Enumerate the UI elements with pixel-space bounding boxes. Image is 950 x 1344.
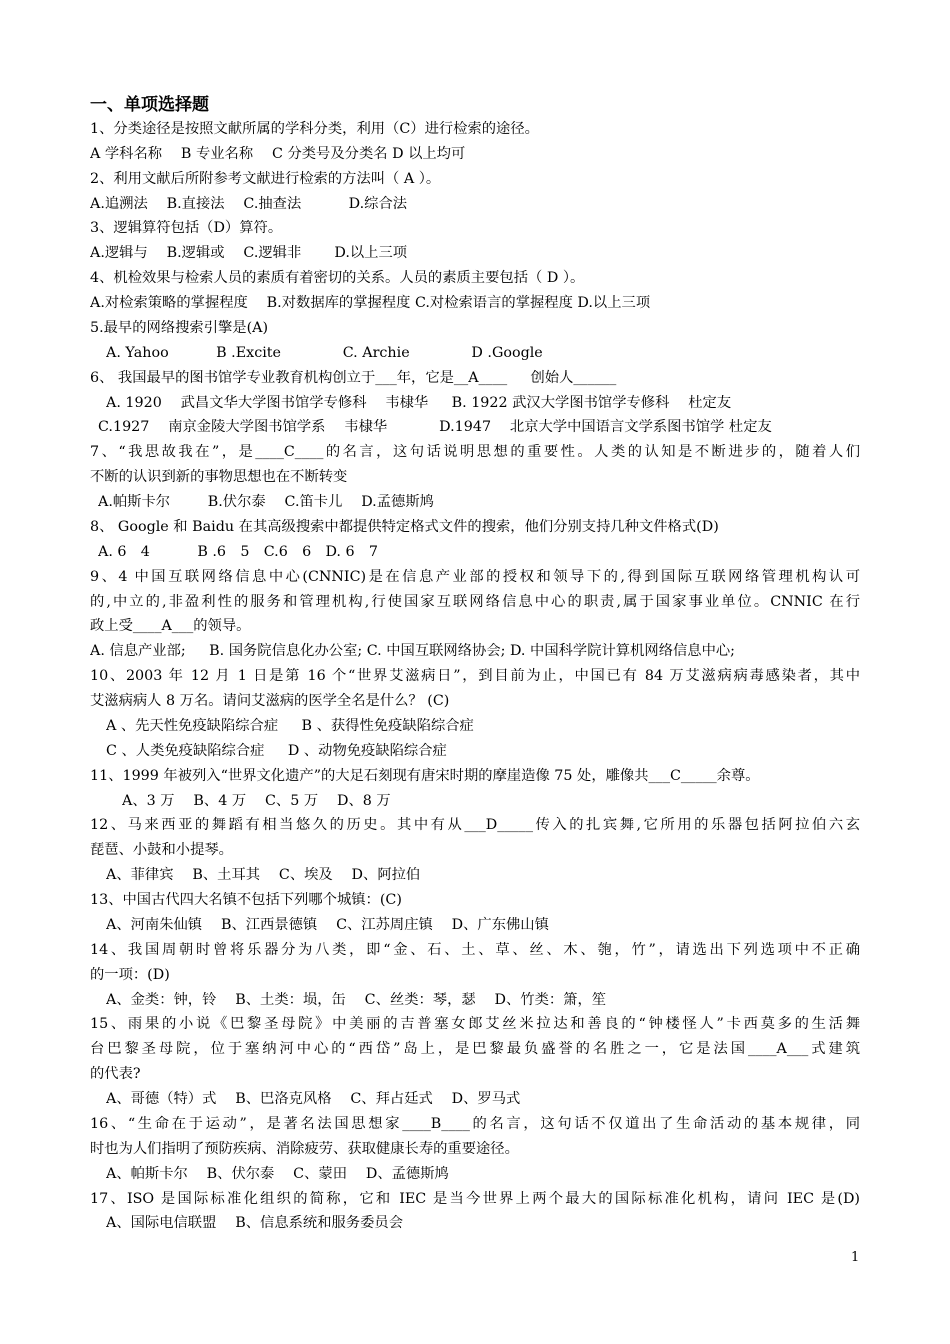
question-8: 8、 Google 和 Baidu 在其高级搜索中都提供特定格式文件的搜索，他们分别支持几种文件格式(D) xyxy=(90,519,719,535)
options-9: A. 信息产业部; B. 国务院信息化办公室; C. 中国互联网络协会; D. 中国科学院计算机网络信息中心; xyxy=(90,643,735,659)
section-title: 一、单项选择题 xyxy=(90,95,209,115)
options-2: A.追溯法 B.直接法 C.抽查法 D.综合法 xyxy=(90,196,408,212)
options-8: A. 6 4 B .6 5 C.6 6 D. 6 7 xyxy=(98,544,379,560)
options-6a: A. 1920 武昌文华大学图书馆学专修科 韦棣华 B. 1922 武汉大学图书馆学专修科 杜定友 xyxy=(106,395,732,411)
question-14-cont: 的一项：(D) xyxy=(90,967,170,983)
question-16: 16、“生命在于运动”，是著名法国思想家____B____的名言，这句话不仅道出了生命活动的基本规律，同 xyxy=(90,1116,860,1132)
question-9: 9、4 中国互联网络信息中心(CNNIC)是在信息产业部的授权和领导下的,得到国际互联网络管理机构认可 xyxy=(90,569,860,585)
question-11: 11、1999 年被列入“世界文化遗产”的大足石刻现有唐宋时期的摩崖造像 75 处，雕像共___C_____余尊。 xyxy=(90,768,760,784)
options-5: A. Yahoo B .Excite C. Archie D .Google xyxy=(106,345,543,361)
question-4: 4、机检效果与检索人员的素质有着密切的关系。人员的素质主要包括（ D ）。 xyxy=(90,270,585,286)
question-16-cont: 时也为人们指明了预防疾病、消除疲劳、获取健康长寿的重要途径。 xyxy=(90,1141,519,1157)
question-13: 13、中国古代四大名镇不包括下列哪个城镇：(C) xyxy=(90,892,402,908)
question-12: 12、马来西亚的舞蹈有相当悠久的历史。其中有从___D_____传入的扎宾舞,它所用的乐器包括阿拉伯六玄 xyxy=(90,817,860,833)
options-10a: A 、先天性免疫缺陷综合症 B 、获得性免疫缺陷综合症 xyxy=(106,718,474,734)
question-10: 10、2003 年 12 月 1 日是第 16 个“世界艾滋病日”，到目前为止，中国已有 84 万艾滋病病毒感染者，其中 xyxy=(90,668,860,684)
options-3: A.逻辑与 B.逻辑或 C.逻辑非 D.以上三项 xyxy=(90,245,408,261)
question-3: 3、逻辑算符包括（D）算符。 xyxy=(90,220,283,236)
question-15-cont: 台巴黎圣母院，位于塞纳河中心的“西岱”岛上，是巴黎最负盛誉的名胜之一，它是法国____A___式建筑 xyxy=(90,1041,860,1057)
options-16: A、帕斯卡尔 B、伏尔泰 C、蒙田 D、孟德斯鸠 xyxy=(106,1166,449,1182)
options-12: A、菲律宾 B、土耳其 C、埃及 D、阿拉伯 xyxy=(106,867,421,883)
question-15-end: 的代表? xyxy=(90,1066,141,1082)
question-6: 6、 我国最早的图书馆学专业教育机构创立于___年，它是__A____ 创始人______ xyxy=(90,370,617,386)
question-15: 15、雨果的小说《巴黎圣母院》中美丽的吉普塞女郎艾丝米拉达和善良的“钟楼怪人”卡西莫多的生活舞 xyxy=(90,1016,860,1032)
question-12-cont: 琵琶、小鼓和小提琴。 xyxy=(90,842,233,858)
options-13: A、河南朱仙镇 B、江西景德镇 C、江苏周庄镇 D、广东佛山镇 xyxy=(106,917,549,933)
page-number: 1 xyxy=(851,1250,860,1265)
options-10b: C 、人类免疫缺陷综合症 D 、动物免疫缺陷综合症 xyxy=(106,743,447,759)
options-15: A、哥德（特）式 B、巴洛克风格 C、拜占廷式 D、罗马式 xyxy=(106,1091,521,1107)
options-1: A 学科名称 B 专业名称 C 分类号及分类名 D 以上均可 xyxy=(90,146,466,162)
question-17: 17、ISO 是国际标准化组织的简称，它和 IEC 是当今世界上两个最大的国际标准化机构，请问 IEC 是(D) xyxy=(90,1191,860,1207)
question-9-cont: 的,中立的,非盈利性的服务和管理机构,行使国家互联网络信息中心的职责,属于国家事业单位。CNNIC 在行 xyxy=(90,594,860,610)
options-6b: C.1927 南京金陵大学图书馆学系 韦棣华 D.1947 北京大学中国语言文学系图书馆学 杜定友 xyxy=(98,419,772,435)
question-10-cont: 艾滋病病人 8 万名。请问艾滋病的医学全名是什么？ (C) xyxy=(90,693,450,709)
question-5: 5.最早的网络搜索引擎是(A) xyxy=(90,320,269,336)
question-14: 14、我国周朝时曾将乐器分为八类，即“金、石、土、草、丝、木、匏，竹”，请选出下列选项中不正确 xyxy=(90,942,860,958)
options-4: A.对检索策略的掌握程度 B.对数据库的掌握程度 C.对检索语言的掌握程度 D.以上三项 xyxy=(90,295,651,311)
question-7-cont: 不断的认识到新的事物思想也在不断转变 xyxy=(90,469,348,485)
options-11: A、3 万 B、4 万 C、5 万 D、8 万 xyxy=(122,793,391,809)
options-17: A、国际电信联盟 B、信息系统和服务委员会 xyxy=(106,1215,404,1231)
question-1: 1、分类途径是按照文献所属的学科分类，利用（C）进行检索的途径。 xyxy=(90,121,539,137)
options-14: A、金类：钟，铃 B、土类：埙，缶 C、丝类：琴，瑟 D、竹类：箫，笙 xyxy=(106,992,607,1008)
question-9-end: 政上受____A___的领导。 xyxy=(90,618,251,634)
question-7: 7、“我思故我在”，是____C____的名言，这句话说明思想的重要性。人类的认知是不断进步的，随着人们 xyxy=(90,444,860,460)
question-2: 2、利用文献后所附参考文献进行检索的方法叫（ A ）。 xyxy=(90,171,441,187)
options-7: A.帕斯卡尔 B.伏尔泰 C.笛卡儿 D.孟德斯鸠 xyxy=(98,494,434,510)
